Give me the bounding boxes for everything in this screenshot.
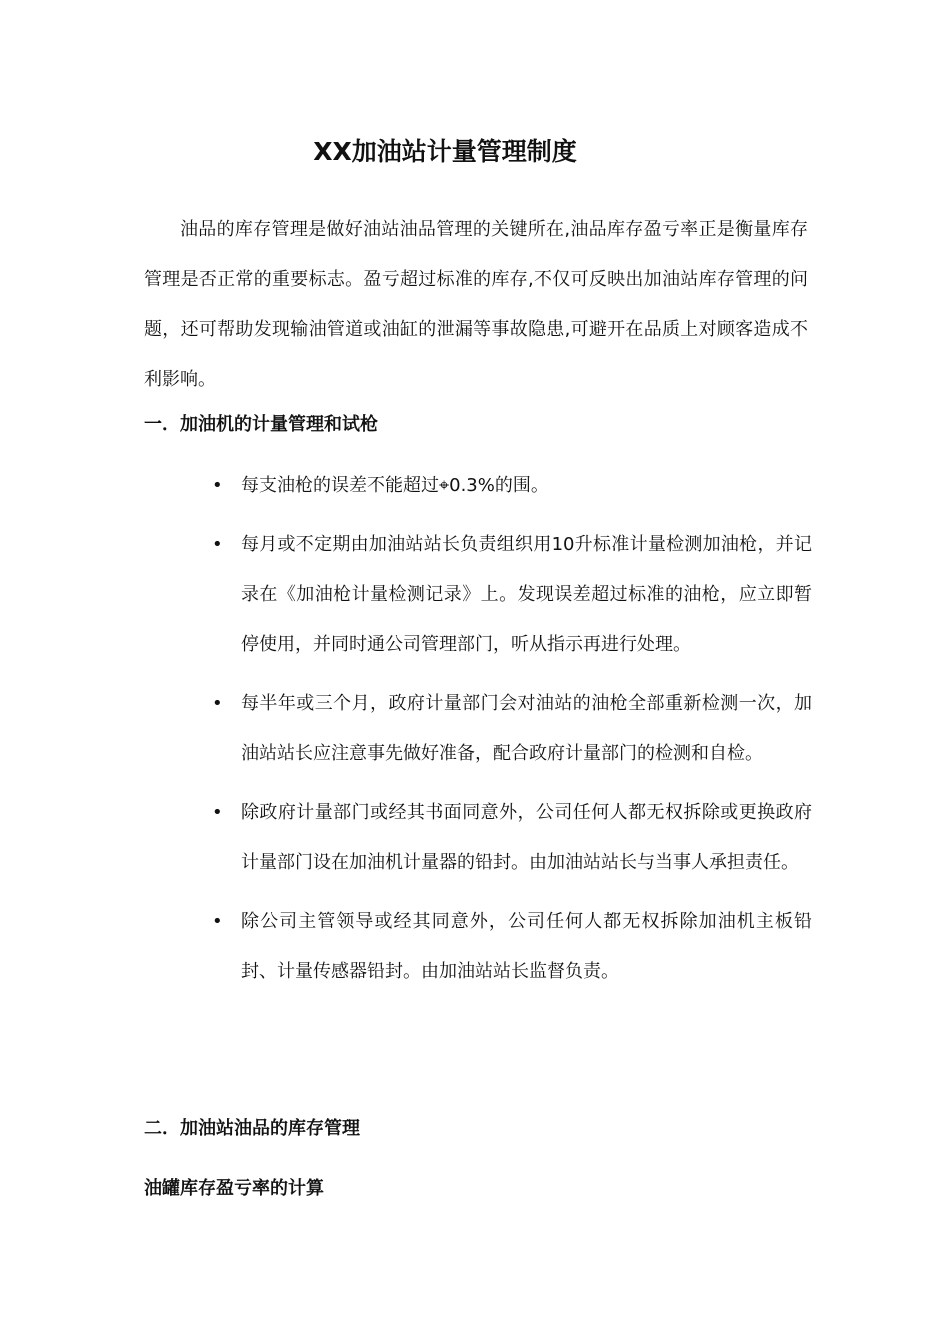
list-item xyxy=(212,897,812,997)
bullet-icon: • xyxy=(212,534,223,555)
intro-paragraph: 油品的库存管理是做好油站油品管理的关键所在,油品库存盈亏率正是衡量库存管理是否正常的重要标志。盈亏超过标准的库存,不仅可反映出加油站库存管理的问题，还可帮助发现输油管道或油缸的泄漏等事故隐患,可避开在品质上对顾客造成不利影响。 xyxy=(144,219,808,390)
document-title: XX加油站计量管理制度 xyxy=(313,137,577,166)
list-item xyxy=(212,679,812,779)
list-item xyxy=(212,520,812,670)
list-item-text: 除公司主管领导或经其同意外，公司任何人都无权拆除加油机主板铅封、计量传感器铅封。由加油站站长监督负责。 xyxy=(241,911,812,982)
list-item xyxy=(212,788,812,888)
list-item-text: 除政府计量部门或经其书面同意外，公司任何人都无权拆除或更换政府计量部门设在加油机计量器的铅封。由加油站站长与当事人承担责任。 xyxy=(241,802,812,873)
bullet-icon: • xyxy=(212,693,223,714)
bullet-icon: • xyxy=(212,911,223,932)
list-item-text: 每月或不定期由加油站站长负责组织用10升标准计量检测加油枪，并记录在《加油枪计量检测记录》上。发现误差超过标准的油枪，应立即暂停使用，并同时通公司管理部门，听从指示再进行处理。 xyxy=(241,534,812,655)
section-heading-2: 二．加油站油品的库存管理 xyxy=(144,1118,360,1139)
bullet-list xyxy=(212,461,812,1006)
list-item xyxy=(212,461,812,511)
bullet-icon: • xyxy=(212,802,223,823)
list-item-text: 每支油枪的误差不能超过⌖0.3%的围。 xyxy=(241,475,549,496)
list-item-text: 每半年或三个月，政府计量部门会对油站的油枪全部重新检测一次，加油站站长应注意事先做好准备，配合政府计量部门的检测和自检。 xyxy=(241,693,812,764)
section-heading-1: 一．加油机的计量管理和试枪 xyxy=(144,414,378,435)
subsection-heading: 油罐库存盈亏率的计算 xyxy=(144,1178,324,1199)
bullet-icon: • xyxy=(212,475,223,496)
